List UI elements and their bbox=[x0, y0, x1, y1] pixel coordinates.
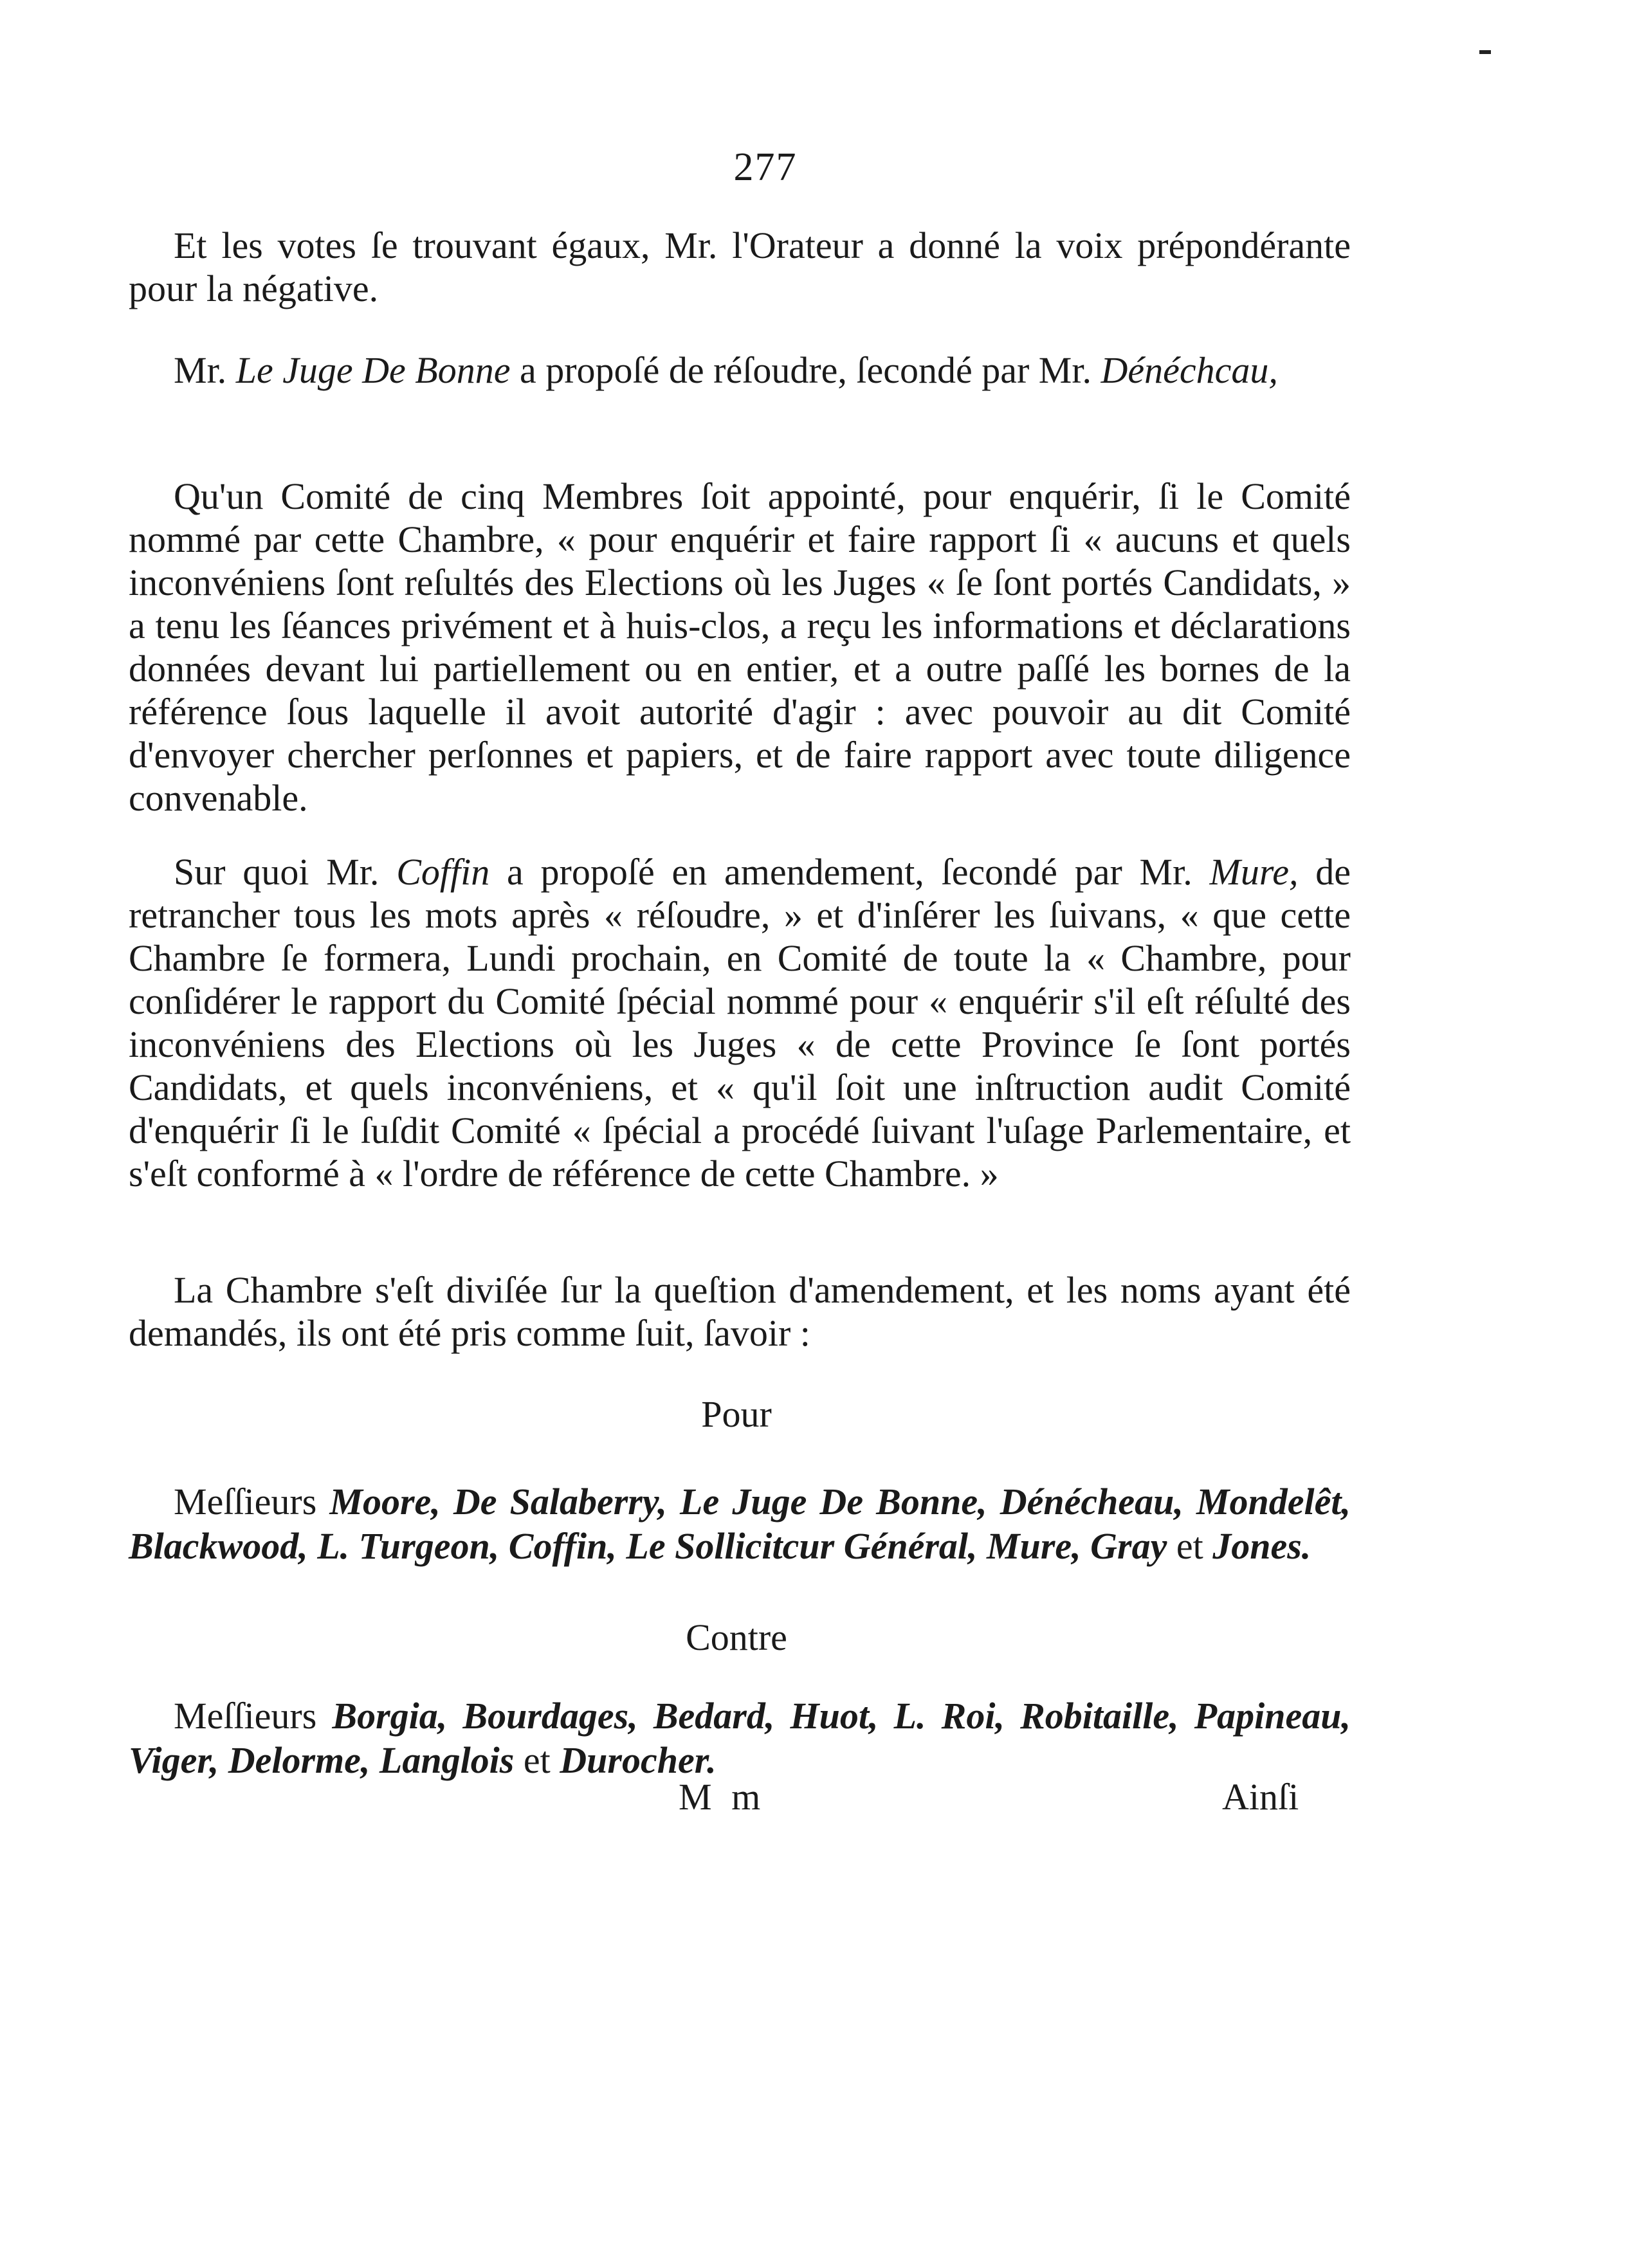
paragraph-division: La Chambre s'eſt diviſée ſur la queſtion d'amendement, et les noms ayant été demandés, ils ont été pris comme ſuit, ſavoir : bbox=[129, 1269, 1351, 1354]
amendment-seconder: Mure, bbox=[1209, 851, 1299, 893]
mover-name: Le Juge De Bonne bbox=[235, 349, 511, 391]
motion-text: a propoſé de réſoudre, ſecondé par Mr. bbox=[510, 349, 1101, 391]
contre-last-name: Durocher. bbox=[560, 1739, 717, 1781]
amendment-body: de retrancher tous les mots après « réſoudre, » et d'inſérer les ſuivans, « que cette Chambre ſe formera, Lundi prochain, en Comité de toute la « Chambre, pour conſidérer le rapport du Comité ſpécial nommé pour « enquérir s'il eſt réſulté des inconvéniens des Elections où les Juges « de cette Province ſe ſont portés Candidats, et quels inconvéniens, et « qu'il ſoit une inſtruction audit Comité d'enquérir ſi le ſuſdit Comité « ſpécial a procédé ſuivant l'uſage Parlementaire, et s'eſt conformé à « l'ordre de référence de cette Chambre. » bbox=[129, 851, 1351, 1194]
heading-contre: Contre bbox=[686, 1616, 787, 1658]
motion-prefix: Mr. bbox=[174, 349, 236, 391]
heading-pour: Pour bbox=[701, 1393, 772, 1435]
catchword: Ainſi bbox=[1222, 1776, 1299, 1818]
signature-mark: M m bbox=[679, 1776, 766, 1818]
pour-lead: Meſſieurs bbox=[174, 1481, 330, 1523]
contre-lead: Meſſieurs bbox=[174, 1695, 333, 1737]
paragraph-motion bbox=[129, 349, 1351, 392]
page-number: 277 bbox=[733, 145, 798, 189]
amendment-prefix: Sur quoi Mr. bbox=[174, 851, 397, 893]
paragraph-vote-result: Et les votes ſe trouvant égaux, Mr. l'Orateur a donné la voix prépondérante pour la négative. bbox=[129, 224, 1351, 309]
names-contre bbox=[129, 1694, 1351, 1782]
pour-et: et bbox=[1167, 1525, 1213, 1567]
names-pour bbox=[129, 1479, 1351, 1568]
pour-names-list: Moore, De Salaberry, Le Juge De Bonne, Dénécheau, Mondelêt, Blackwood, L. Turgeon, Coffin, Le Sollicitcur Général, Mure, Gray bbox=[129, 1481, 1351, 1567]
amendment-text: a propoſé en amendement, ſecondé par Mr. bbox=[489, 851, 1210, 893]
amendment-mover: Coffin bbox=[396, 851, 490, 893]
contre-et: et bbox=[514, 1739, 560, 1781]
seconder-name: Dénéchcau, bbox=[1101, 349, 1278, 391]
pour-last-name: Jones. bbox=[1212, 1525, 1311, 1567]
paragraph-resolution: Qu'un Comité de cinq Membres ſoit appointé, pour enquérir, ſi le Comité nommé par cette Chambre, « pour enquérir et faire rapport ſi « aucuns et quels inconvéniens ſont reſultés des Elections où les Juges « ſe ſont portés Candidats, » a tenu les ſéances privément et à huis-clos, a reçu les informations et déclarations données devant lui partiellement ou en entier, et a outre paſſé les bornes de la référence ſous laquelle il avoit autorité d'agir : avec pouvoir au dit Comité d'envoyer chercher perſonnes et papiers, et de faire rapport avec toute diligence convenable. bbox=[129, 475, 1351, 819]
paragraph-amendment bbox=[129, 850, 1351, 1195]
scan-mark bbox=[1479, 50, 1491, 54]
contre-names-list: Borgia, Bourdages, Bedard, Huot, L. Roi, Robitaille, Papineau, Viger, Delorme, Langlois bbox=[129, 1695, 1351, 1781]
